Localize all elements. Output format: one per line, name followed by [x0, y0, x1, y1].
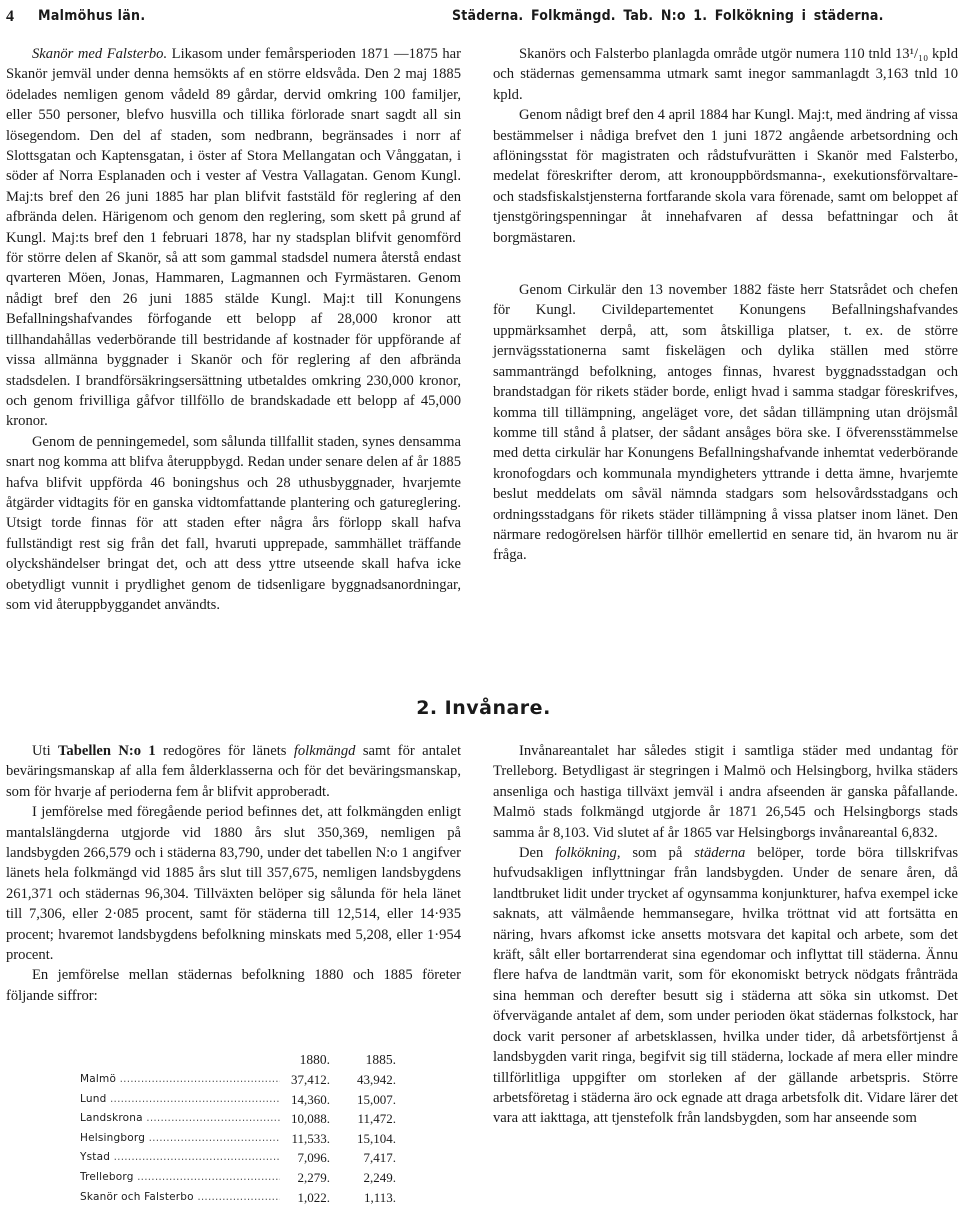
town-name: Trelleborg ..... — [80, 1168, 290, 1188]
paragraph-skanor-fire — [6, 44, 461, 432]
value-1880: 2,279. — [280, 1168, 330, 1188]
paragraph-text: Likasom under femårsperioden 1871 —1875 har Skanör jemväl under denna hemsökts af en större eldsvåda. Den 2 maj 1885 ödelades nemligen genom vådeld 89 gårdar, dervid omkring 100 familjer, eller 550 personer, blefvo husvilla och tillika förlorade snart sagdt all sin lösegendom. Den del af staden, som nedbrann, begränsades i norr af Slottsgatan och Kaptensgatan, i öster af Stora Mellangatan och Vånggatan, i söder af Norra Esplanaden och i vester af Vestra Vallagatan. Genom Kungl. Maj:ts bref den 26 juni 1885 har plan blifvit faststäld för reglering af den afbrända delen. Härigenom och genom den reglering, som skett på grund af Kungl. Maj:ts bref den 1 februari 1878, har ny stadsplan blifvit genomförd för större delen af Skanör, så att som gammal stadsdel numera återstå endast qvarteren Möen, Jonas, Hammaren, Lagmannen och Fyrmästaren. Genom nådigt bref den 26 juni 1885 stälde Kungl. Maj:t till Konungens Befallningshafvandes förfogande ett belopp af 28,000 kronor att tillhandahållas vederbörande till bestridande af kostnader för uppförande af vissa allmänna byggnader i Skanör och för reglering af den afbrända stadsdelen. I brandförsäkringsersättning utbetaldes omkring 230,000 kronor, och genom frivilliga gåfvor tillföllo de brandskadade ett belopp af 45,000 kronor. — [6, 46, 462, 430]
value-1885: 2,249. — [344, 1168, 396, 1188]
value-1880: 10,088. — [280, 1109, 330, 1129]
paragraph-population-rise: Invånareantalet har således stigit i samtliga städer med undantag för Trelleborg. Betydligast är stegringen i Malmö och Helsingborg, hvilka städers ansenliga och hastiga tillväxt jemväl i andra afseenden är ganska påfallande. Malmö stads folkmängd utgjorde år 1871 26,545 och Helsingborgs stads samma år 8,103. Vid slutet af år 1865 var Helsingborgs invånareantal 6,832. — [493, 743, 958, 841]
paragraph-circular: Genom Cirkulär den 13 november 1882 fäste herr Statsrådet och chefen för Kungl. Civildepartementet Konungens Befallningshafvandes uppmärksamhet derpå, att, som åtskilliga platser, t. ex. de större jernvägsstationerna samt fiskelägen och dylika ställen med större sammanträngd befolkning, antoges finnas, hvarest byggnadsstadgan och brandstadgan för rikets städer borde, enligt hvad i samma stadgar föreskrifves, komma till tillämpning, angeläget vore, det sådan tillämpning utan dröjsmål komme till stånd å platser, der sådant ansåges böra ske. I öfverensstämmelse med detta cirkulär har Konungens Befallningshafvande inhemtat vederbörande kronofogdars och kommunala myndigheters yttrande i detta ämne, hvarjemte beslut meddelats om såväl nämnda stadgars som helsovårdsstadgans och ordningsstadgans för rikets städer tillämpning å vissa platser inom länet. Den närmare redogörelsen härför tillhör emellertid en senare tid, än hvarom nu är fråga. — [493, 282, 958, 564]
bottom-right-column — [493, 741, 958, 1129]
town-name: Ystad ..... — [80, 1148, 290, 1168]
value-1885: 7,417. — [344, 1148, 396, 1168]
table-row — [80, 1090, 420, 1110]
paragraph-comparison: I jemförelse med föregående period befinnes det, att folkmängden enligt mantalslängderna utgjorde vid 1880 års slut 350,369, nemligen på landsbygden 266,579 och i städerna 83,790, under det tabellen N:o 1 angifver länets hela folkmängd vid 1885 års slut till 357,675, nemligen landsbygdens 261,371 och städernas 96,304. Tillväxten belöper sig sålunda för hela länet till 7,306, eller 2·085 procent, samt för städerna till 12,514, eller 14·935 procent; hvaremot landsbygdens befolkning minskats med 5,208, eller 1·954 procent. — [6, 804, 461, 964]
town-name: Helsingborg ..... — [80, 1129, 290, 1149]
text-run: Uti — [32, 743, 51, 759]
table-row — [80, 1168, 420, 1188]
text-run: belöper, torde böra tillskrifvas hufvudsakligen inflyttningar från landsbygden. Under de senare åren, då landtbruket lidit under trycket af ogynsamma konjunkturer, hafva exempel icke saknats, att välmående hemmansegare, hvilka tröttnat vid att fortsätta en näring, hvars afkomst icke ansetts motsvara det kapital och arbete, som det kräft, sålt eller bortarrenderat sina egendomar och inflyttat till städerna. Ännu flere hafva de landtmän varit, som för ekonomiskt betryck nödgats frånträda sina hemman och derefter besutt sig i städerna att söka sin utkomst. Det öfvervägande antalet af dem, som under perioden ökat städernas folkstock, har dock varit personer af arbetsklassen, hvilka under tider, då arbetsförtjenst å landsbygden varit ringa, begifvit sig till städerna, lockade af mera eller mindre tillförlitliga uppgifter om storleken af der gällande arbetspris. Större arbetsföretag i städerna äro ock egnade att draga arbetsfolk dit. Vidare lärer det vara att iakttaga, att tjenstefolk från landsbygden, som har anseende som — [493, 845, 959, 1127]
table-header-row — [80, 1050, 420, 1070]
town-name: Lund ..... — [80, 1090, 290, 1110]
text-run: samt för antalet beväringsmanskap af alla fem ålderklasserna och för det beväringsmanskap, som för hvarje af perioderna fem år blifvit approberadt. — [6, 743, 462, 800]
top-right-column — [493, 44, 958, 566]
table-row — [80, 1188, 420, 1207]
town-name: Skanör och Falsterbo ..... — [80, 1188, 290, 1207]
column-header-1880: 1880. — [299, 1052, 330, 1067]
emphasis: folkökning — [555, 845, 617, 862]
value-1885: 15,007. — [344, 1090, 396, 1110]
text-run: Den — [519, 845, 544, 862]
paragraph-table-lead: En jemförelse mellan städernas befolkning 1880 och 1885 företer följande siffror: — [6, 967, 461, 1004]
section-number: 2. — [416, 697, 438, 719]
table-row — [80, 1109, 420, 1129]
text-run: redogöres för länets — [163, 743, 287, 759]
table-body — [80, 1070, 420, 1207]
value-1880: 1,022. — [280, 1188, 330, 1207]
table-row — [80, 1070, 420, 1090]
running-head-right: Städerna. Folkmängd. Tab. N:o 1. Folkökning i städerna. — [452, 8, 884, 24]
table-row — [80, 1148, 420, 1168]
run-in-heading: Skanör med Falsterbo. — [32, 46, 168, 62]
section-title: Invånare. — [444, 697, 551, 719]
town-name: Landskrona ..... — [80, 1109, 290, 1129]
emphasis: folkmängd — [293, 743, 356, 759]
value-1885: 11,472. — [344, 1109, 396, 1129]
running-head-left: Malmöhus län. — [38, 8, 146, 24]
value-1880: 14,360. — [280, 1090, 330, 1110]
text-run: , som på — [616, 845, 683, 862]
value-1885: 1,113. — [344, 1188, 396, 1207]
top-left-column — [6, 44, 461, 615]
value-1880: 7,096. — [280, 1148, 330, 1168]
emphasis: städerna — [694, 845, 746, 862]
value-1885: 43,942. — [344, 1070, 396, 1090]
value-1880: 11,533. — [280, 1129, 330, 1149]
column-header-1885: 1885. — [365, 1052, 396, 1067]
section-heading — [0, 697, 960, 719]
table-row — [80, 1129, 420, 1149]
table-reference: Tabellen N:o 1 — [58, 743, 156, 759]
paragraph-area: Skanörs och Falsterbo planlagda område utgör numera 110 tnld 13¹/₁₀ kpld och städernas gemensamma utmark samt inegor sammanlagdt 3,163 tnld 10 kpld. — [493, 46, 958, 103]
town-name: Malmö ..... — [80, 1070, 290, 1090]
bottom-left-column — [6, 741, 461, 1006]
paragraph-rebuilding: Genom de penningemedel, som sålunda tillfallit staden, synes densamma snart nog komma att blifva återuppbygd. Redan under senare delen af år 1885 hafva blifvit uppförda 46 boningshus och 28 uthusbyggnader, hvarjemte åtgärder vidtagits för en ganska vidtomfattande plantering och gatureglering. Utsigt torde finnas för att staden efter några års förlopp skall hafva fullständigt rest sig från det fall, hvaruti upprepade, sammhället träffande olyckshändelser bringat det, och att dess yttre utseende skall hafva icke obetydligt vunnit i prydlighet genom de tidsenligare byggnadsanordningar, som vid återuppbyggandet användts. — [6, 433, 461, 613]
value-1885: 15,104. — [344, 1129, 396, 1149]
page-number: 4 — [6, 8, 14, 25]
paragraph-table-intro — [6, 741, 461, 802]
paragraph-royal-letter: Genom nådigt bref den 4 april 1884 har Kungl. Maj:t, med ändring af vissa bestämmelser i nådiga brefvet den 1 juni 1872 angående arbetsordning och aflöningsstat för magistraten och rådstufvurätten i Skanör med Falsterbo, medelat föreskrifter derom, att kronouppbördsmanna-, exekutionsförvaltare- och stadsfiskalstjensterna fortfarande skola vara förenade, samt om beloppet af tjenstgöringspenningar åt innehafvaren af dessa befattningar och åt borgmästaren. — [493, 107, 958, 246]
value-1880: 37,412. — [280, 1070, 330, 1090]
paragraph-migration — [493, 843, 958, 1129]
page-header — [0, 4, 960, 28]
